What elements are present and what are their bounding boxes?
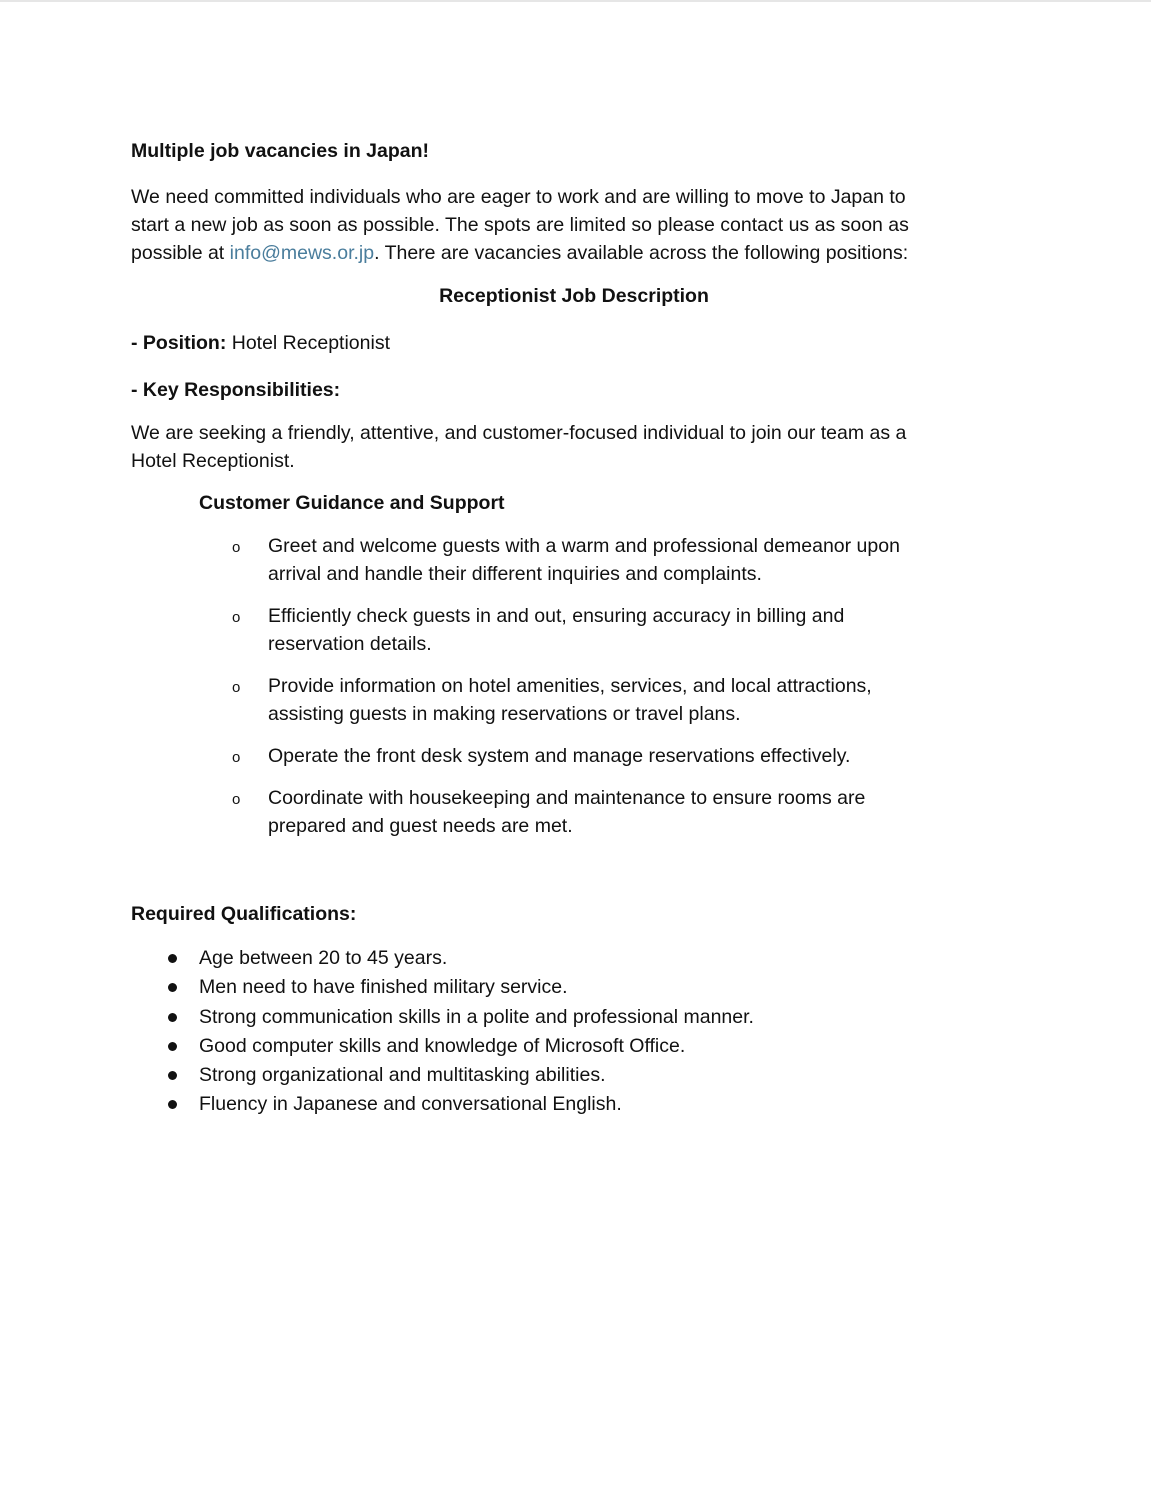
filled-bullet-icon <box>168 1071 177 1080</box>
email-link[interactable]: info@mews.or.jp <box>229 242 375 264</box>
page-top-border <box>0 0 1151 2</box>
seeking-line-2: Hotel Receptionist. <box>131 450 295 472</box>
filled-bullet-icon <box>168 1042 177 1051</box>
customer-guidance-heading: Customer Guidance and Support <box>199 492 505 514</box>
position-value: Hotel Receptionist <box>226 332 390 354</box>
list-item <box>131 1090 754 1119</box>
intro-line-3-after: . There are vacancies available across the following positions: <box>374 242 909 264</box>
list-item <box>131 532 900 588</box>
list-item-line-1: Greet and welcome guests with a warm and professional demeanor upon <box>268 535 900 557</box>
intro-line-3 <box>131 239 1031 267</box>
hollow-bullet-icon: o <box>232 609 241 626</box>
hollow-bullet-icon: o <box>232 791 241 808</box>
list-item <box>131 944 754 973</box>
list-item-text: Strong organizational and multitasking abilities. <box>199 1064 606 1087</box>
intro-paragraph <box>131 183 1031 267</box>
list-item <box>131 742 900 770</box>
list-item-line-2: arrival and handle their different inquiries and complaints. <box>268 563 762 585</box>
position-label: - Position: <box>131 332 227 354</box>
intro-line-1: We need committed individuals who are eager to work and are willing to move to Japan to <box>131 186 906 208</box>
list-item <box>131 1032 754 1061</box>
intro-line-2: start a new job as soon as possible. The spots are limited so please contact us as soon as <box>131 214 909 236</box>
job-description-heading: Receptionist Job Description <box>439 285 709 307</box>
responsibilities-list <box>131 532 900 854</box>
list-item <box>131 1061 754 1090</box>
filled-bullet-icon <box>168 1100 177 1109</box>
position-line <box>131 329 390 357</box>
list-item-line-1: Efficiently check guests in and out, ensuring accuracy in billing and <box>268 605 845 627</box>
list-item-text: Good computer skills and knowledge of Microsoft Office. <box>199 1034 686 1057</box>
filled-bullet-icon <box>168 1013 177 1022</box>
list-item-line-2: prepared and guest needs are met. <box>268 815 573 837</box>
required-qualifications-heading: Required Qualifications: <box>131 903 357 925</box>
list-item-line-2: assisting guests in making reservations or travel plans. <box>268 703 741 725</box>
list-item <box>131 1003 754 1032</box>
list-item-line-2: reservation details. <box>268 633 432 655</box>
list-item-line-1: Coordinate with housekeeping and maintenance to ensure rooms are <box>268 787 866 809</box>
hollow-bullet-icon: o <box>232 749 241 766</box>
seeking-paragraph <box>131 419 1031 475</box>
qualifications-list <box>131 944 754 1120</box>
list-item <box>131 602 900 658</box>
hollow-bullet-icon: o <box>232 539 241 556</box>
hollow-bullet-icon: o <box>232 679 241 696</box>
list-item-text: Age between 20 to 45 years. <box>199 947 448 969</box>
list-item-line-1: Provide information on hotel amenities, services, and local attractions, <box>268 675 872 697</box>
filled-bullet-icon <box>168 983 177 992</box>
document-title: Multiple job vacancies in Japan! <box>131 140 429 162</box>
list-item-text: Strong communication skills in a polite and professional manner. <box>199 1005 754 1028</box>
intro-line-3-before: possible at <box>131 242 230 264</box>
list-item-text: Fluency in Japanese and conversational English. <box>199 1093 622 1116</box>
list-item <box>131 672 900 728</box>
list-item-text: Men need to have finished military service. <box>199 976 568 999</box>
list-item <box>131 784 900 840</box>
list-item <box>131 973 754 1002</box>
filled-bullet-icon <box>168 954 177 963</box>
key-responsibilities-label: - Key Responsibilities: <box>131 379 341 401</box>
list-item-line-1: Operate the front desk system and manage reservations effectively. <box>268 745 851 767</box>
seeking-line-1: We are seeking a friendly, attentive, and customer-focused individual to join our team as a <box>131 422 907 444</box>
